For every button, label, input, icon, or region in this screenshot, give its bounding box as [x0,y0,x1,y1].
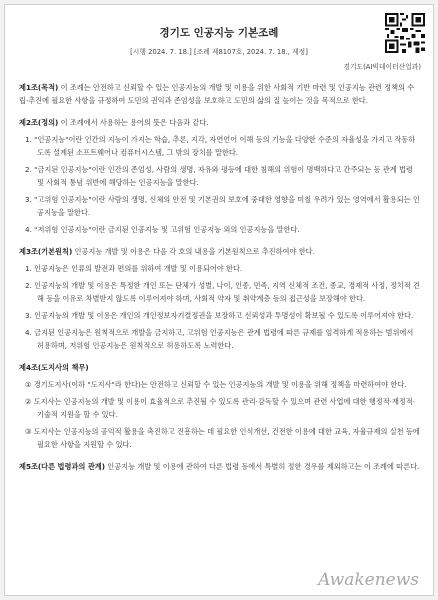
article-item: 2. "금지된 인공지능"이란 인간의 존엄성, 사람의 생명, 자유와 평등에 대한 침해의 위험이 명백하다고 간주되는 등 관계 법령 및 사회적 통념 위반에 해당하는 인공지능을 말한다. [25,165,413,187]
article-paragraph: ① 경기도지사(이하 "도지사"라 한다)는 안전하고 신뢰할 수 있는 인공지능의 개발 및 이용을 위해 정책을 마련하여야 한다. [25,380,407,389]
article-4 [19,361,421,451]
article-item: 1. "인공지능"이란 인간의 지능이 가지는 학습, 추론, 지각, 자연언어 이해 등의 기능을 다양한 수준의 자율성을 가지고 작동하도록 설계된 소프트웨어나 컴퓨터시스템, 그 밖의 장치를 말한다. [25,135,416,157]
article-text: 인공지능 개발 및 이용에 관하여 다른 법령 등에서 특별히 정한 경우를 제외하고는 이 조례에 따른다. [105,462,420,471]
article-item: 4. "저위험 인공지능"이란 금지된 인공지능 및 고위험 인공지능 외의 인공지능을 말한다. [25,225,300,234]
article-text: 인공지능 개발 및 이용은 다음 각 호의 내용을 기본원칙으로 추진하여야 한다. [72,247,315,256]
article-2 [19,116,421,236]
document-page [4,4,434,596]
enforcement-info: [시행 2024. 7. 18.] [조례 제8107호, 2024. 7. 18., 제정] [130,48,308,56]
article-heading: 제5조(다른 법령과의 관계) [19,462,106,471]
article-1 [19,81,421,107]
article-item: 2. 인공지능의 개발 및 이용은 특정한 개인 또는 단체가 성별, 나이, 인종, 민족, 지역 신체적 조건, 종교, 경제적 사정, 정치적 견해 등을 이유로 차별받지 않도록 이루어져야 하며, 사회적 약자 및 취약계층 등의 접근성을 보장해야 한다. [25,281,420,303]
article-item: 3. 인공지능의 개발 및 이용은 개인의 개인정보자기결정권을 보장하고 신뢰성과 투명성이 확보될 수 있도록 이루어져야 한다. [25,311,414,320]
article-text: 이 조례에서 사용하는 용어의 뜻은 다음과 같다. [58,118,209,127]
article-3 [19,245,421,352]
article-heading: 제1조(목적) [19,83,59,92]
article-item: 3. "고위험 인공지능"이란 사람의 생명, 신체의 안전 및 기본권의 보호에 중대한 영향을 미칠 우려가 있는 영역에서 활용되는 인공지능을 말한다. [25,195,420,217]
article-heading: 제2조(정의) [19,118,59,127]
article-heading: 제3조(기본원칙) [19,247,73,256]
department-label: 경기도(AI빅데이터산업과) [343,63,421,71]
article-5 [19,460,421,473]
article-heading: 제4조(도지사의 책무) [19,363,89,372]
article-item: 1. 인공지능은 인류의 발전과 편의를 위하여 개발 및 이용되어야 한다. [25,264,243,273]
article-item: 4. 금지된 인공지능은 원칙적으로 개발을 금지하고, 고위험 인공지능은 관계 법령에 따른 규제를 엄격하게 적용하는 범위에서 허용하며, 저위험 인공지능은 원칙적으로 허용하도록 노력한다. [25,328,414,350]
document-title: 경기도 인공지능 기본조례 [159,27,279,39]
watermark-logo: Awakenews [318,570,419,590]
article-paragraph: ③ 도지사는 인공지능의 공익적 활용을 촉진하고 진흥하는 데 필요한 인식개선, 건전한 이용에 대한 교육, 자율규제의 실천 등에 필요한 사항을 지원할 수 있다. [25,427,420,449]
article-paragraph: ② 도지사는 인공지능의 개발 및 이용이 효율적으로 추진될 수 있도록 관리·감독할 수 있으며 관련 사업에 대한 행정적·재정적·기술적 지원을 할 수 있다. [25,397,416,419]
document-body [19,81,421,482]
article-text: 이 조례는 안전하고 신뢰할 수 있는 인공지능의 개발 및 이용을 위한 사회적 기반 마련 및 인공지능 관련 정책의 수립·추진에 필요한 사항을 규정하여 도민의 권익과 존엄성을 보호하고 도민의 삶의 질 높이는 것을 목적으로 한다. [19,83,415,105]
